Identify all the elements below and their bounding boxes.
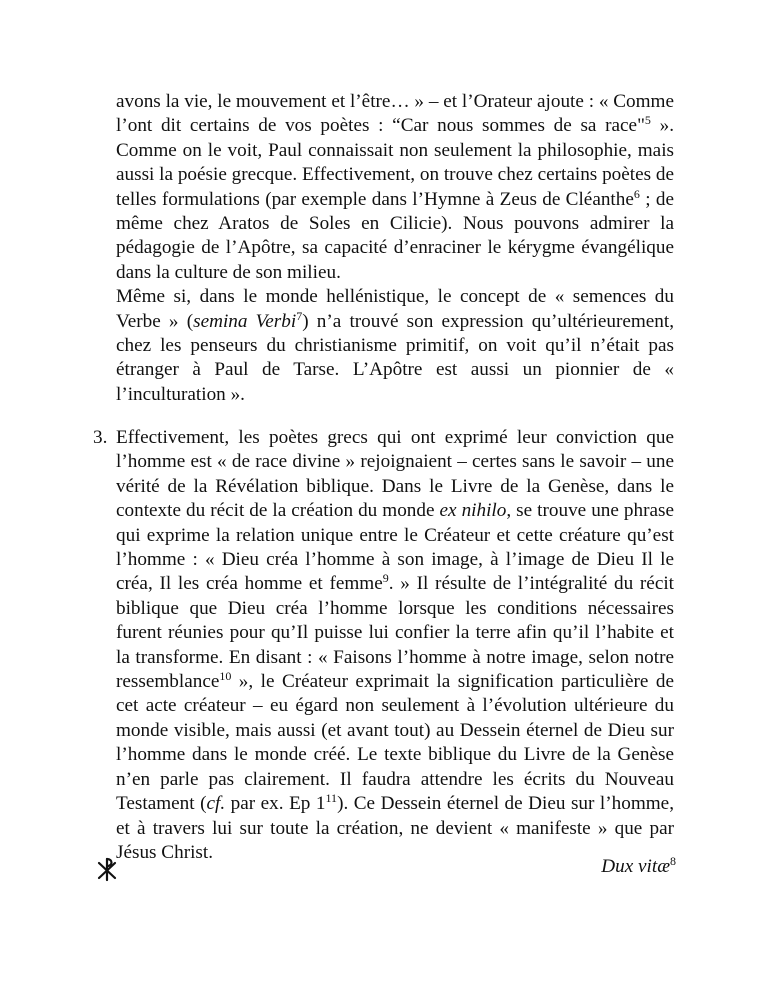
footnote-ref-11[interactable]: 11 [325,791,338,806]
text-run: . » Il résulte de l’intégralité du récit biblique que Dieu créa l’homme lorsque les conditions nécessaires furent réunies pour qu’Il puisse lui confier la terre afin qu’il l’habite et la transforme. En disant : « Faisons l’homme à notre image, selon notre ressemblance [116,573,675,693]
text-run: , se trouve une phrase qui exprime la relation unique entre le Créateur et cette créature qu’est l’homme : « Dieu créa l’homme à son image, à l’image de Dieu Il le créa, Il les créa homme et femme [116,500,674,595]
italic-term: cf. [206,793,226,815]
footnote-ref-5[interactable]: 5 [644,113,651,128]
text-run: ) n’a trouvé son expression qu’ultérieurement, chez les penseurs du christianisme primitif, on voit qu’il n’était pas étranger à Paul de Tarse. L’Apôtre est aussi un pionnier de « l’inculturation ». [116,310,675,405]
italic-term: semina Verbi [193,310,297,332]
footnote-ref-10[interactable]: 10 [219,669,232,684]
section-3-paragraph [93,426,675,865]
text-run: ». Comme on le voit, Paul connaissait non seulement la philosophie, mais aussi la poésie grecque. Effectivement, on trouve chez certains poètes de telles formulations (par exemple dans l’Hymne à Zeus de Cléanthe [116,115,674,210]
text-run: ; de même chez Aratos de Soles en Cilicie). Nous pouvons admirer la pédagogie de l’Apôtre, sa capacité d’enraciner le kérygme évangélique dans la culture de son milieu. [116,188,674,283]
text-run: ). Ce Dessein éternel de Dieu sur l’homme, et à travers lui sur toute la création, ne devient « manifeste » que par Jésus Christ. [116,793,674,863]
footnote-ref-7[interactable]: 7 [296,308,303,323]
footnote-ref-6[interactable]: 6 [633,186,640,201]
running-footer-title [601,856,676,878]
text-run: Même si, dans le monde hellénistique, le concept de « semences du Verbe » ( [116,286,674,332]
section-2-paragraph-1 [116,90,674,407]
text-run: par ex. Ep 1 [225,793,326,815]
footnote-ref-9[interactable]: 9 [382,571,389,586]
page-number: 8 [670,854,676,868]
text-run: avons la vie, le mouvement et l’être… » – et l’Orateur ajoute : « Comme l’ont dit certains de vos poètes : “Car nous sommes de sa race" [116,91,674,137]
italic-term: ex nihilo [439,500,507,522]
section-number: 3. [93,427,108,448]
chi-rho-icon [96,856,118,882]
text-run: », le Créateur exprimait la signification particulière de cet acte créateur – eu égard non seulement à l’évolution ultérieure du monde visible, mais aussi (et avant tout) au Dessein éternel de Dieu sur l’homme dans le monde créé. Le texte biblique du Livre de la Genèse n’en parle pas clairement. Il faudra attendre les écrits du Nouveau Testament ( [116,671,674,815]
text-run: Effectivement, les poètes grecs qui ont exprimé leur conviction que l’homme est « de race divine » rejoignaient – certes sans le savoir – une vérité de la Révélation biblique. Dans le Livre de la Genèse, dans le contexte du récit de la création du monde [116,427,674,522]
footer-title-text: Dux vitæ [601,856,670,877]
